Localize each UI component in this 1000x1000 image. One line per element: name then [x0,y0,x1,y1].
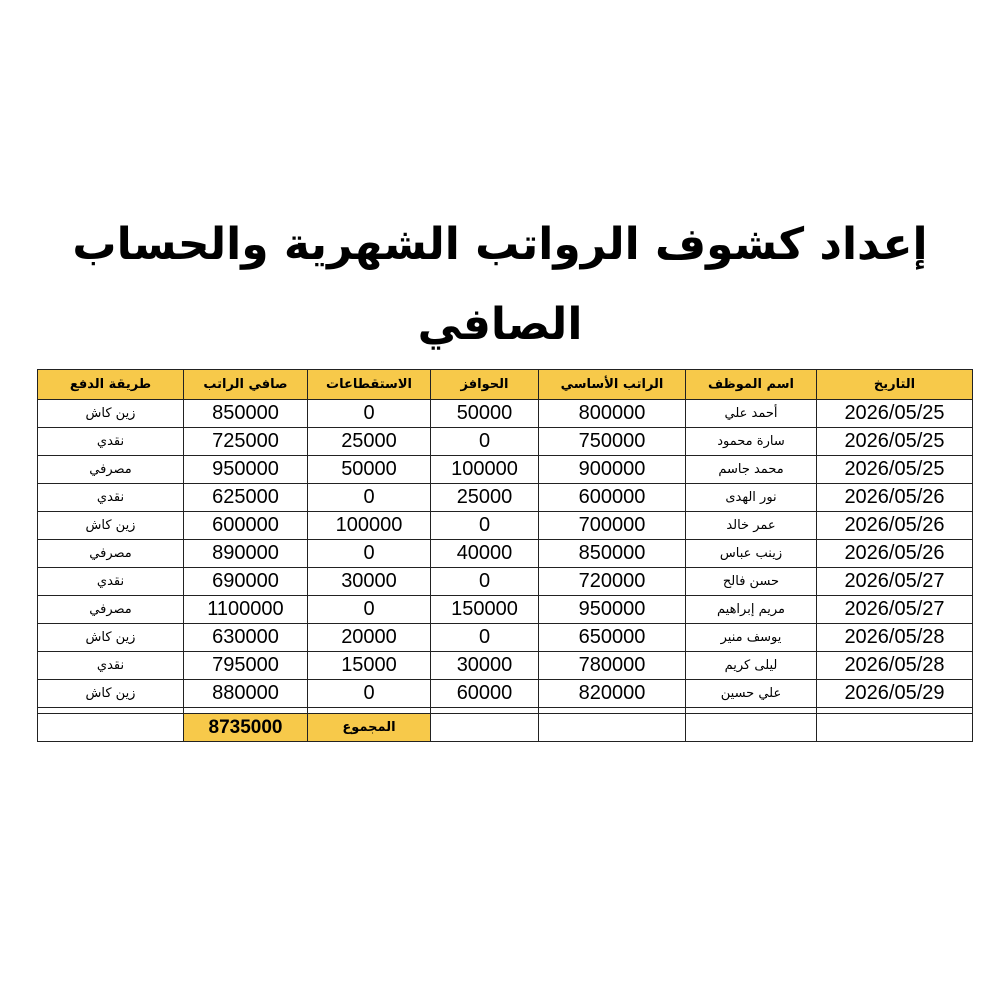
page-title: إعداد كشوف الرواتب الشهرية والحساب الصافي [72,219,928,350]
cell-employee-name: نور الهدى [686,484,817,512]
total-label: المجموع [308,714,431,742]
cell-payment-method: زين كاش [38,512,184,540]
cell-deductions: 100000 [308,512,431,540]
table-row [38,568,973,596]
cell-deductions: 50000 [308,456,431,484]
cell-base-salary: 700000 [539,512,686,540]
cell-incentives: 50000 [431,400,539,428]
cell-net-salary: 890000 [184,540,308,568]
cell-net-salary: 690000 [184,568,308,596]
cell-payment-method: نقدي [38,484,184,512]
header-incentives: الحوافز [431,370,539,400]
cell-base-salary: 780000 [539,652,686,680]
cell-date: 2026/05/25 [817,456,973,484]
cell-date: 2026/05/26 [817,484,973,512]
cell-net-salary: 630000 [184,624,308,652]
cell-base-salary: 950000 [539,596,686,624]
cell-net-salary: 950000 [184,456,308,484]
header-deductions: الاستقطاعات [308,370,431,400]
cell-payment-method: مصرفي [38,596,184,624]
table-row [38,456,973,484]
empty-cell [686,714,817,742]
total-value: 8735000 [184,714,308,742]
cell-deductions: 0 [308,680,431,708]
cell-base-salary: 750000 [539,428,686,456]
cell-date: 2026/05/28 [817,652,973,680]
cell-deductions: 25000 [308,428,431,456]
cell-base-salary: 720000 [539,568,686,596]
payroll-table [37,369,973,742]
table-row [38,596,973,624]
cell-incentives: 25000 [431,484,539,512]
header-employee-name: اسم الموظف [686,370,817,400]
table-row [38,652,973,680]
cell-incentives: 0 [431,568,539,596]
cell-deductions: 0 [308,596,431,624]
table-row [38,512,973,540]
cell-employee-name: علي حسين [686,680,817,708]
cell-net-salary: 725000 [184,428,308,456]
cell-net-salary: 600000 [184,512,308,540]
cell-incentives: 100000 [431,456,539,484]
cell-date: 2026/05/29 [817,680,973,708]
header-net-salary: صافي الراتب [184,370,308,400]
cell-net-salary: 880000 [184,680,308,708]
empty-cell [38,714,184,742]
table-row [38,400,973,428]
cell-date: 2026/05/27 [817,596,973,624]
cell-employee-name: محمد جاسم [686,456,817,484]
cell-base-salary: 820000 [539,680,686,708]
cell-payment-method: زين كاش [38,400,184,428]
cell-base-salary: 850000 [539,540,686,568]
table-header-row [38,370,973,400]
empty-cell [539,714,686,742]
cell-incentives: 0 [431,624,539,652]
cell-deductions: 0 [308,484,431,512]
cell-payment-method: زين كاش [38,624,184,652]
cell-employee-name: مريم إبراهيم [686,596,817,624]
cell-employee-name: سارة محمود [686,428,817,456]
cell-date: 2026/05/25 [817,400,973,428]
cell-date: 2026/05/27 [817,568,973,596]
cell-net-salary: 850000 [184,400,308,428]
cell-payment-method: نقدي [38,568,184,596]
cell-net-salary: 625000 [184,484,308,512]
cell-date: 2026/05/28 [817,624,973,652]
cell-employee-name: حسن فالح [686,568,817,596]
header-payment-method: طريقة الدفع [38,370,184,400]
cell-incentives: 150000 [431,596,539,624]
cell-employee-name: زينب عباس [686,540,817,568]
cell-deductions: 0 [308,540,431,568]
cell-incentives: 60000 [431,680,539,708]
cell-date: 2026/05/26 [817,512,973,540]
cell-base-salary: 900000 [539,456,686,484]
cell-employee-name: عمر خالد [686,512,817,540]
cell-date: 2026/05/25 [817,428,973,456]
header-base-salary: الراتب الأساسي [539,370,686,400]
cell-incentives: 0 [431,428,539,456]
table-row [38,680,973,708]
table-row [38,428,973,456]
cell-incentives: 40000 [431,540,539,568]
cell-incentives: 30000 [431,652,539,680]
table-row [38,624,973,652]
empty-cell [817,714,973,742]
cell-payment-method: زين كاش [38,680,184,708]
cell-net-salary: 795000 [184,652,308,680]
cell-employee-name: أحمد علي [686,400,817,428]
cell-employee-name: يوسف منير [686,624,817,652]
cell-net-salary: 1100000 [184,596,308,624]
cell-base-salary: 600000 [539,484,686,512]
cell-payment-method: نقدي [38,428,184,456]
total-row [38,714,973,742]
cell-employee-name: ليلى كريم [686,652,817,680]
table-row [38,484,973,512]
cell-payment-method: مصرفي [38,540,184,568]
cell-deductions: 20000 [308,624,431,652]
table-row [38,540,973,568]
cell-base-salary: 650000 [539,624,686,652]
cell-base-salary: 800000 [539,400,686,428]
header-date: التاريخ [817,370,973,400]
cell-deductions: 15000 [308,652,431,680]
cell-payment-method: نقدي [38,652,184,680]
cell-deductions: 30000 [308,568,431,596]
cell-date: 2026/05/26 [817,540,973,568]
cell-payment-method: مصرفي [38,456,184,484]
cell-incentives: 0 [431,512,539,540]
empty-cell [431,714,539,742]
cell-deductions: 0 [308,400,431,428]
